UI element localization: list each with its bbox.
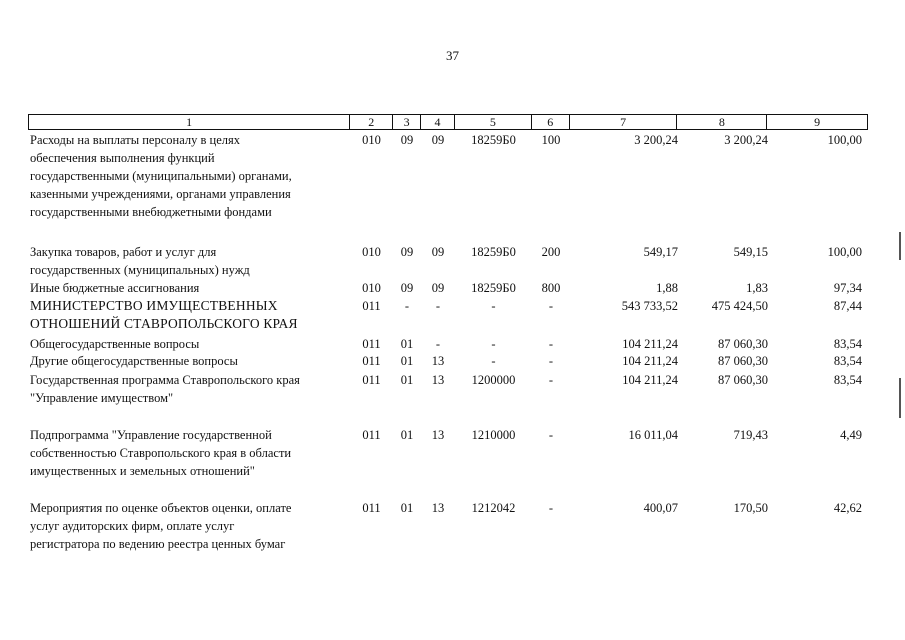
cell-col-5: - <box>491 354 496 368</box>
cell-col-5: 1210000 <box>471 428 516 442</box>
row-name-line: Закупка товаров, работ и услуг для <box>30 245 217 259</box>
cell-col-9: 97,34 <box>833 281 862 295</box>
cell-col-6: 800 <box>541 281 561 295</box>
row-name-line: Государственная программа Ставропольского края <box>30 373 300 387</box>
cell-col-8: 170,50 <box>733 501 768 515</box>
cell-col-8: 475 424,50 <box>711 299 768 313</box>
cell-col-6: - <box>548 354 554 368</box>
cell-col-9: 100,00 <box>827 245 862 259</box>
cell-col-8: 87 060,30 <box>718 373 768 387</box>
cell-col-8: 1,83 <box>746 281 768 295</box>
cell-col-8: 719,43 <box>733 428 768 442</box>
cell-col-9: 83,54 <box>833 373 862 387</box>
cell-col-5: 18259Б0 <box>471 245 516 259</box>
row-name-line: Расходы на выплаты персоналу в целях <box>30 133 240 147</box>
cell-col-5: 18259Б0 <box>471 281 516 295</box>
cell-col-2: 011 <box>362 501 381 515</box>
row-name-line: собственностью Ставропольского края в области <box>30 446 292 460</box>
row-name <box>30 352 350 370</box>
cell-col-7: 400,07 <box>643 501 678 515</box>
cell-col-8: 87 060,30 <box>718 337 768 351</box>
header-col-3: 3 <box>393 115 421 129</box>
cell-col-4: 13 <box>431 373 445 387</box>
row-name <box>30 371 350 407</box>
row-name-line: государственных (муниципальных) нужд <box>30 263 250 277</box>
row-name-line: Подпрограмма "Управление государственной <box>30 428 272 442</box>
row-name-line: Иные бюджетные ассигнования <box>30 281 200 295</box>
row-name-line: государственными (муниципальными) органами, <box>30 169 292 183</box>
cell-col-3: 09 <box>400 133 414 147</box>
row-name-line: Другие общегосударственные вопросы <box>30 354 238 368</box>
row-name <box>30 297 350 333</box>
cell-col-2: 011 <box>362 373 381 387</box>
cell-col-6: - <box>548 373 554 387</box>
cell-col-2: 010 <box>362 245 381 259</box>
page-number: 37 <box>446 48 459 63</box>
header-col-7: 7 <box>570 115 678 129</box>
cell-col-7: 104 211,24 <box>622 354 678 368</box>
cell-col-7: 543 733,52 <box>621 299 678 313</box>
cell-col-5: - <box>491 337 496 351</box>
row-name-line: обеспечения выполнения функций <box>30 151 215 165</box>
cell-col-7: 16 011,04 <box>628 428 678 442</box>
cell-col-7: 104 211,24 <box>622 337 678 351</box>
cell-col-7: 549,17 <box>643 245 678 259</box>
cell-col-4: 13 <box>431 501 445 515</box>
row-name <box>30 426 350 480</box>
header-col-8: 8 <box>677 115 767 129</box>
cell-col-3: 09 <box>400 281 414 295</box>
cell-col-8: 3 200,24 <box>724 133 768 147</box>
cell-col-4: 09 <box>431 133 445 147</box>
cell-col-9: 87,44 <box>833 299 862 313</box>
cell-col-6: - <box>548 299 554 313</box>
cell-col-2: 011 <box>362 337 381 351</box>
row-name-line: Общегосударственные вопросы <box>30 337 200 351</box>
cell-col-3: 01 <box>400 337 414 351</box>
cell-col-5: 1200000 <box>471 373 516 387</box>
cell-col-2: 011 <box>362 299 381 313</box>
cell-col-6: 200 <box>541 245 561 259</box>
header-col-1: 1 <box>29 115 350 129</box>
header-col-6: 6 <box>532 115 570 129</box>
row-name-line: ОТНОШЕНИЙ СТАВРОПОЛЬСКОГО КРАЯ <box>30 316 298 331</box>
row-name-line: казенными учреждениями, органами управления <box>30 187 291 201</box>
cell-col-3: 01 <box>400 354 414 368</box>
row-name-line: "Управление имуществом" <box>30 391 174 405</box>
scan-artifact <box>899 232 901 260</box>
row-name-line: государственными внебюджетными фондами <box>30 205 272 219</box>
cell-col-7: 1,88 <box>656 281 678 295</box>
cell-col-5: 1212042 <box>471 501 516 515</box>
cell-col-2: 010 <box>362 281 381 295</box>
cell-col-5: - <box>491 299 496 313</box>
row-name <box>30 131 350 221</box>
cell-col-6: - <box>548 337 554 351</box>
cell-col-3: 09 <box>400 245 414 259</box>
cell-col-8: 87 060,30 <box>718 354 768 368</box>
row-name-line: регистратора по ведению реестра ценных бумаг <box>30 537 286 551</box>
cell-col-4: - <box>435 337 441 351</box>
row-name-line: Мероприятия по оценке объектов оценки, оплате <box>30 501 292 515</box>
cell-col-9: 4,49 <box>840 428 862 442</box>
cell-col-9: 83,54 <box>833 354 862 368</box>
cell-col-7: 104 211,24 <box>622 373 678 387</box>
cell-col-9: 100,00 <box>827 133 862 147</box>
cell-col-3: - <box>404 299 410 313</box>
cell-col-4: 09 <box>431 281 445 295</box>
cell-col-4: - <box>435 299 441 313</box>
cell-col-6: - <box>548 428 554 442</box>
cell-col-2: 011 <box>362 428 381 442</box>
cell-col-2: 011 <box>362 354 381 368</box>
row-name <box>30 243 350 279</box>
table-header <box>28 114 868 130</box>
header-col-4: 4 <box>421 115 455 129</box>
row-name-line: услуг аудиторских фирм, оплате услуг <box>30 519 235 533</box>
cell-col-4: 13 <box>431 428 445 442</box>
cell-col-6: 100 <box>541 133 561 147</box>
scan-artifact <box>899 378 901 418</box>
cell-col-7: 3 200,24 <box>634 133 678 147</box>
row-name <box>30 335 350 353</box>
cell-col-5: 18259Б0 <box>471 133 516 147</box>
cell-col-3: 01 <box>400 428 414 442</box>
cell-col-3: 01 <box>400 501 414 515</box>
cell-col-4: 09 <box>431 245 445 259</box>
header-col-5: 5 <box>455 115 532 129</box>
row-name <box>30 499 350 553</box>
cell-col-2: 010 <box>362 133 381 147</box>
row-name-line: МИНИСТЕРСТВО ИМУЩЕСТВЕННЫХ <box>30 298 278 313</box>
cell-col-4: 13 <box>431 354 445 368</box>
cell-col-9: 42,62 <box>833 501 862 515</box>
header-col-9: 9 <box>814 115 821 129</box>
header-col-2: 2 <box>350 115 393 129</box>
row-name-line: имущественных и земельных отношений" <box>30 464 255 478</box>
cell-col-8: 549,15 <box>733 245 768 259</box>
row-name <box>30 279 350 297</box>
cell-col-9: 83,54 <box>833 337 862 351</box>
cell-col-6: - <box>548 501 554 515</box>
cell-col-3: 01 <box>400 373 414 387</box>
